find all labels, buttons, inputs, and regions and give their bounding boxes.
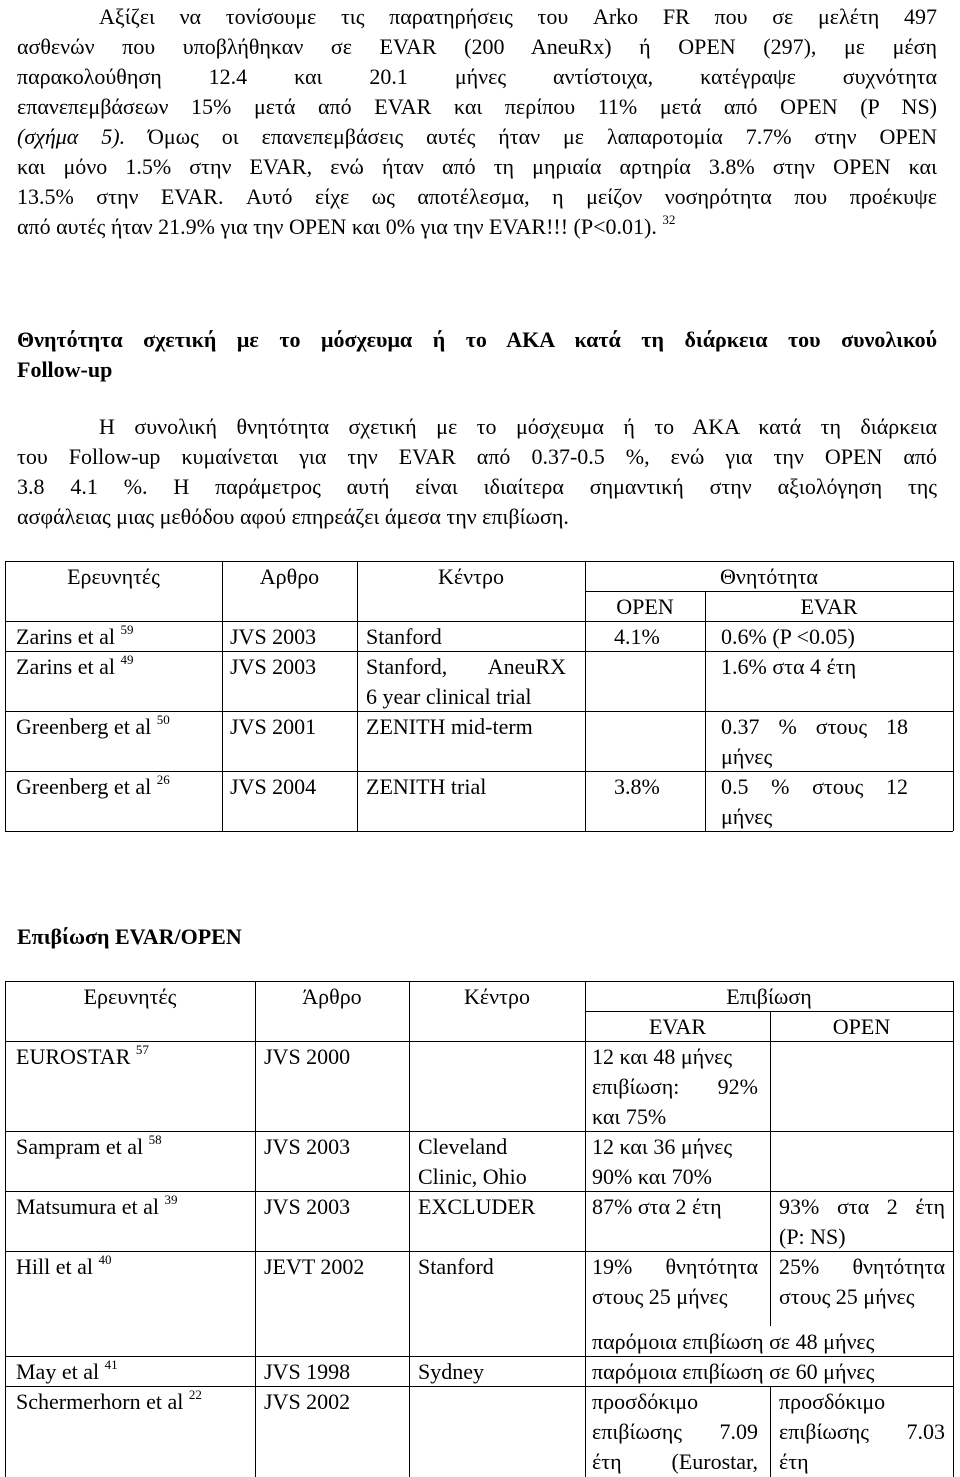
table-row: Zarins et al $^{49}$ bbox=[16, 652, 134, 679]
text-line: (σχήμα 5). Όμως οι επανεπεμβάσεις αυτές ήταν με λαπαροτομία 7.7% στην OPEN bbox=[17, 124, 937, 149]
column-header-researchers: Ερευνητές bbox=[83, 984, 177, 1009]
text-line: ασφάλειας μιας μεθόδου αφού επηρεάζει άμεσα την επιβίωση. bbox=[17, 504, 569, 529]
column-header-evar: EVAR bbox=[648, 1014, 707, 1039]
heading-line: Follow-up bbox=[17, 357, 113, 382]
column-header-survival: Επιβίωση bbox=[726, 984, 812, 1009]
text-line: 3.8 4.1 %. Η παράμετρος αυτή είναι ιδιαίτερα σημαντική στην αξιολόγηση της bbox=[17, 474, 937, 499]
text-line: Αξίζει να τονίσουμε τις παρατηρήσεις του Arko FR που σε μελέτη 497 bbox=[99, 4, 937, 29]
mortality-paragraph bbox=[17, 412, 937, 532]
section-heading-survival: Επιβίωση EVAR/OPEN bbox=[17, 924, 242, 949]
text-line: 13.5% στην EVAR. Αυτό είχε ως αποτέλεσμα, η μείζον νοσηρότητα που προέκυψε bbox=[17, 184, 937, 209]
text-line: παρακολούθηση 12.4 και 20.1 μήνες αντίστοιχα, κατέγραψε συχνότητα bbox=[17, 64, 937, 89]
section-heading-mortality bbox=[17, 325, 937, 385]
column-header-evar: EVAR bbox=[800, 594, 858, 619]
text-line: και μόνο 1.5% στην EVAR, ενώ ήταν από τη μηριαία αρτηρία 3.8% στην OPEN και bbox=[17, 154, 937, 179]
figure-reference: (σχήμα 5). bbox=[17, 124, 126, 149]
column-header-open: OPEN bbox=[832, 1014, 891, 1039]
text-line: του Follow-up κυμαίνεται για την EVAR από 0.37-0.5 %, ενώ για την OPEN από bbox=[17, 444, 937, 469]
table-row: Matsumura et al $^{39}$ bbox=[16, 1192, 178, 1219]
text-line: από αυτές ήταν 21.9% για την OPEN και 0% για την EVAR!!! (P<0.01). $^{32}$ bbox=[17, 212, 676, 239]
citation-superscript: 32 bbox=[662, 212, 676, 227]
table-row: Sampram et al $^{58}$ bbox=[16, 1132, 162, 1159]
table-row: Schermerhorn et al $^{22}$ bbox=[16, 1387, 202, 1414]
text-line: Η συνολική θνητότητα σχετική με το μόσχευμα ή το ΑΚΑ κατά τη διάρκεια bbox=[99, 414, 937, 439]
text-line: ασθενών που υποβλήθηκαν σε EVAR (200 AneuRx) ή OPEN (297), με μέση bbox=[17, 34, 937, 59]
text-line: επανεπεμβάσεων 15% μετά από EVAR και περίπου 11% μετά από OPEN (P NS) bbox=[17, 94, 937, 119]
table-row: Greenberg et al $^{26}$ bbox=[16, 772, 170, 799]
table-row: Hill et al $^{40}$ bbox=[16, 1252, 112, 1279]
table-row: May et al $^{41}$ bbox=[16, 1357, 118, 1384]
column-header-open: OPEN bbox=[616, 594, 674, 619]
column-header-center: Κέντρο bbox=[438, 564, 504, 589]
table-row: EUROSTAR $^{57}$ bbox=[16, 1042, 149, 1069]
column-header-article: Αρθρο bbox=[259, 564, 320, 589]
column-header-article: Άρθρο bbox=[302, 984, 362, 1009]
intro-paragraph bbox=[17, 2, 937, 242]
column-header-center: Κέντρο bbox=[464, 984, 530, 1009]
table-row: Zarins et al $^{59}$ bbox=[16, 622, 134, 649]
table-row: Greenberg et al $^{50}$ bbox=[16, 712, 170, 739]
heading-line: Θνητότητα σχετική με το μόσχευμα ή το ΑΚΑ κατά τη διάρκεια του συνολικού bbox=[17, 327, 937, 352]
column-header-researchers: Ερευνητές bbox=[67, 564, 160, 589]
column-header-mortality: Θνητότητα bbox=[720, 564, 818, 589]
